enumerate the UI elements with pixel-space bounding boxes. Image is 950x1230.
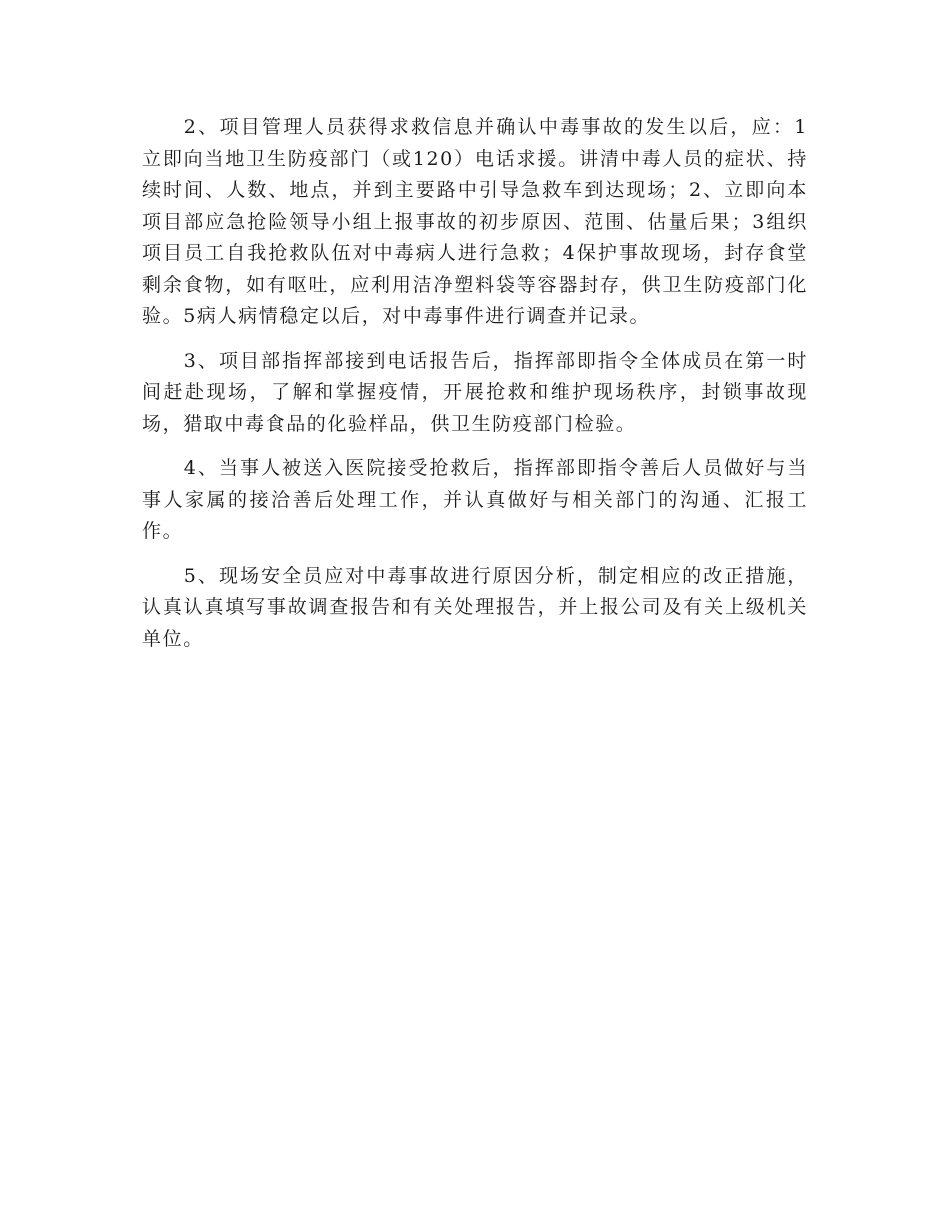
paragraph-2: 2、项目管理人员获得求救信息并确认中毒事故的发生以后，应：1立即向当地卫生防疫部门（或120）电话求援。讲清中毒人员的症状、持续时间、人数、地点，并到主要路中引导急救车到达现场；2、立即向本项目部应急抢险领导小组上报事故的初步原因、范围、估量后果；3组织项目员工自我抢救队伍对中毒病人进行急救；4保护事故现场，封存食堂剩余食物，如有呕吐，应利用洁净塑料袋等容器封存，供卫生防疫部门化验。5病人病情稳定以后，对中毒事件进行调查并记录。 xyxy=(142,116,808,327)
document-body xyxy=(142,112,808,668)
paragraph-3: 3、项目部指挥部接到电话报告后，指挥部即指令全体成员在第一时间赶赴现场，了解和掌握疫情，开展抢救和维护现场秩序，封锁事故现场，猎取中毒食品的化验样品，供卫生防疫部门检验。 xyxy=(142,349,808,435)
paragraph-4: 4、当事人被送入医院接受抢救后，指挥部即指令善后人员做好与当事人家属的接洽善后处理工作，并认真做好与相关部门的沟通、汇报工作。 xyxy=(142,457,808,542)
paragraph-5: 5、现场安全员应对中毒事故进行原因分析，制定相应的改正措施，认真认真填写事故调查报告和有关处理报告，并上报公司及有关上级机关单位。 xyxy=(142,564,808,650)
